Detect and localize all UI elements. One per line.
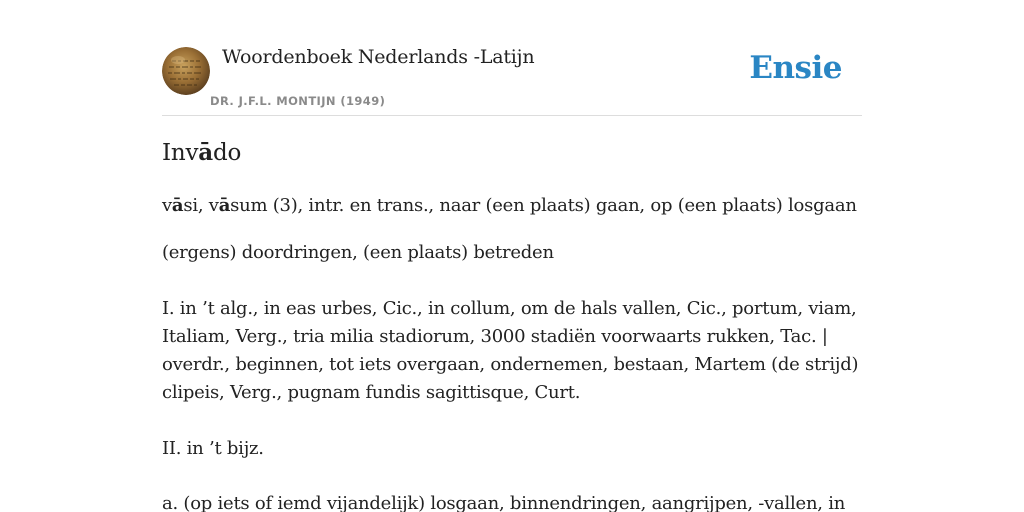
ensie-logo-link[interactable]: Ensie	[749, 50, 842, 86]
page-content	[162, 0, 862, 512]
entry-section-special-heading: II. in ’t bijz.	[162, 438, 264, 459]
entry-forms-part: sum (3), intr. en trans., naar (een plaats) gaan, op (een plaats) losgaan	[230, 195, 857, 216]
coin-icon	[162, 47, 210, 95]
entry-forms-macron: ā	[171, 195, 184, 216]
book-title[interactable]: Woordenboek Nederlands -Latijn	[222, 46, 535, 68]
entry-forms-part: si, v	[183, 195, 219, 216]
entry-title	[162, 139, 241, 166]
book-author: DR. J.F.L. MONTIJN (1949)	[210, 94, 386, 108]
entry-section-general: I. in ’t alg., in eas urbes, Cic., in collum, om de hals vallen, Cic., portum, viam, Italiam, Verg., tria milia stadiorum, 3000 stadiën voorwaarts rukken, Tac. | overdr., beginnen, tot iets overgaan, ondernemen, bestaan, Martem (de strijd) clipeis, Verg., pugnam fundis sagittisque, Curt.	[162, 298, 859, 403]
entry-header	[162, 0, 862, 116]
entry-forms-part: v	[162, 195, 172, 216]
entry-forms-macron: ā	[218, 195, 231, 216]
entry-meaning: (ergens) doordringen, (een plaats) betreden	[162, 242, 554, 263]
entry-title-part-macron: ā	[198, 139, 213, 166]
entry-title-part: do	[213, 140, 242, 166]
entry-section-special-a: a. (op iets of iemd vijandelijk) losgaan, binnendringen, aangrijpen, -vallen, in	[162, 493, 846, 512]
book-logo-icon[interactable]	[162, 47, 210, 95]
entry-forms	[162, 192, 862, 220]
entry-title-part: Inv	[162, 140, 199, 166]
